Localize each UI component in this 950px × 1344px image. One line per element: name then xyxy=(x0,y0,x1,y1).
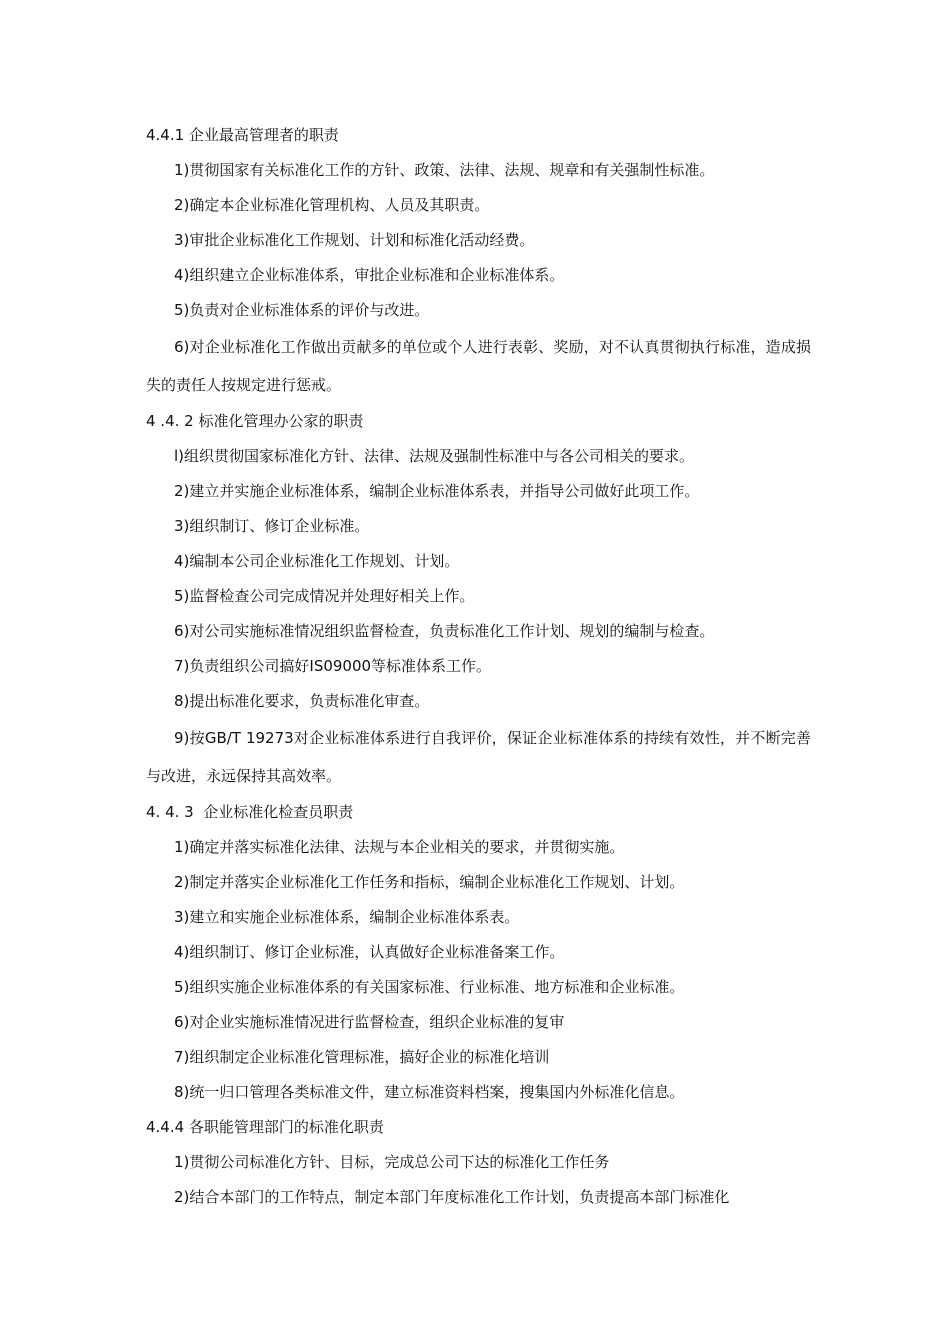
list-item: 1)贯彻国家有关标准化工作的方针、政策、法律、法规、规章和有关强制性标准。 xyxy=(174,161,715,179)
list-item: 4)组织制订、修订企业标准，认真做好企业标准备案工作。 xyxy=(174,943,565,961)
list-item: 6)对企业标准化工作做出贡献多的单位或个人进行表彰、奖励，对不认真贯彻执行标准，造成损失的责任人按规定进行惩戒。 xyxy=(146,338,811,394)
list-item: 2)确定本企业标准化管理机构、人员及其职责。 xyxy=(174,196,490,214)
list-item: 8)统一归口管理各类标准文件，建立标准资料档案，搜集国内外标准化信息。 xyxy=(174,1083,685,1101)
list-item: 8)提出标准化要求，负责标准化审查。 xyxy=(174,692,430,710)
list-item: 4)编制本公司企业标准化工作规划、计划。 xyxy=(174,552,460,570)
list-item: 5)监督检查公司完成情况并处理好相关上作。 xyxy=(174,587,475,605)
list-item: 6)对企业实施标准情况进行监督检查，组织企业标准的复审 xyxy=(174,1013,565,1031)
list-item: l)组织贯彻国家标准化方针、法律、法规及强制性标准中与各公司相关的要求。 xyxy=(174,447,695,465)
list-item: 6)对公司实施标准情况组织监督检查，负责标准化工作计划、规划的编制与检查。 xyxy=(174,622,715,640)
section-heading: 4.4.4 各职能管理部门的标准化职责 xyxy=(146,1118,384,1136)
section-heading: 4 .4. 2 标准化管理办公家的职责 xyxy=(146,412,364,430)
list-item: 5)组织实施企业标准体系的有关国家标准、行业标准、地方标准和企业标准。 xyxy=(174,978,685,996)
section-4-4-1 xyxy=(146,118,811,404)
list-item: 1)确定并落实标准化法律、法规与本企业相关的要求，并贯彻实施。 xyxy=(174,838,625,856)
list-item: 2)结合本部门的工作特点，制定本部门年度标准化工作计划，负责提高本部门标准化 xyxy=(174,1188,730,1206)
section-4-4-4 xyxy=(146,1110,811,1215)
section-4-4-3 xyxy=(146,795,811,1110)
list-item: 9)按GB/T 19273对企业标准体系进行自我评价，保证企业标准体系的持续有效性，并不断完善与改进，永远保持其高效率。 xyxy=(146,729,811,785)
list-item: 4)组织建立企业标准体系，审批企业标准和企业标准体系。 xyxy=(174,266,565,284)
document-body xyxy=(146,118,811,1215)
section-heading: 4. 4. 3 企业标准化检查员职责 xyxy=(146,803,354,821)
list-item: 7)组织制定企业标准化管理标准，搞好企业的标准化培训 xyxy=(174,1048,550,1066)
section-4-4-2 xyxy=(146,404,811,795)
list-item: 2)制定并落实企业标准化工作任务和指标，编制企业标准化工作规划、计划。 xyxy=(174,873,685,891)
list-item: 1)贯彻公司标准化方针、目标，完成总公司下达的标准化工作任务 xyxy=(174,1153,610,1171)
list-item: 2)建立并实施企业标准体系，编制企业标准体系表，并指导公司做好此项工作。 xyxy=(174,482,700,500)
list-item: 3)组织制订、修订企业标准。 xyxy=(174,517,370,535)
list-item: 3)审批企业标准化工作规划、计划和标准化活动经费。 xyxy=(174,231,535,249)
list-item: 3)建立和实施企业标准体系，编制企业标准体系表。 xyxy=(174,908,520,926)
list-item: 5)负责对企业标准体系的评价与改进。 xyxy=(174,301,430,319)
section-heading: 4.4.1 企业最高管理者的职责 xyxy=(146,126,339,144)
list-item: 7)负责组织公司搞好IS09000等标准体系工作。 xyxy=(174,657,492,675)
